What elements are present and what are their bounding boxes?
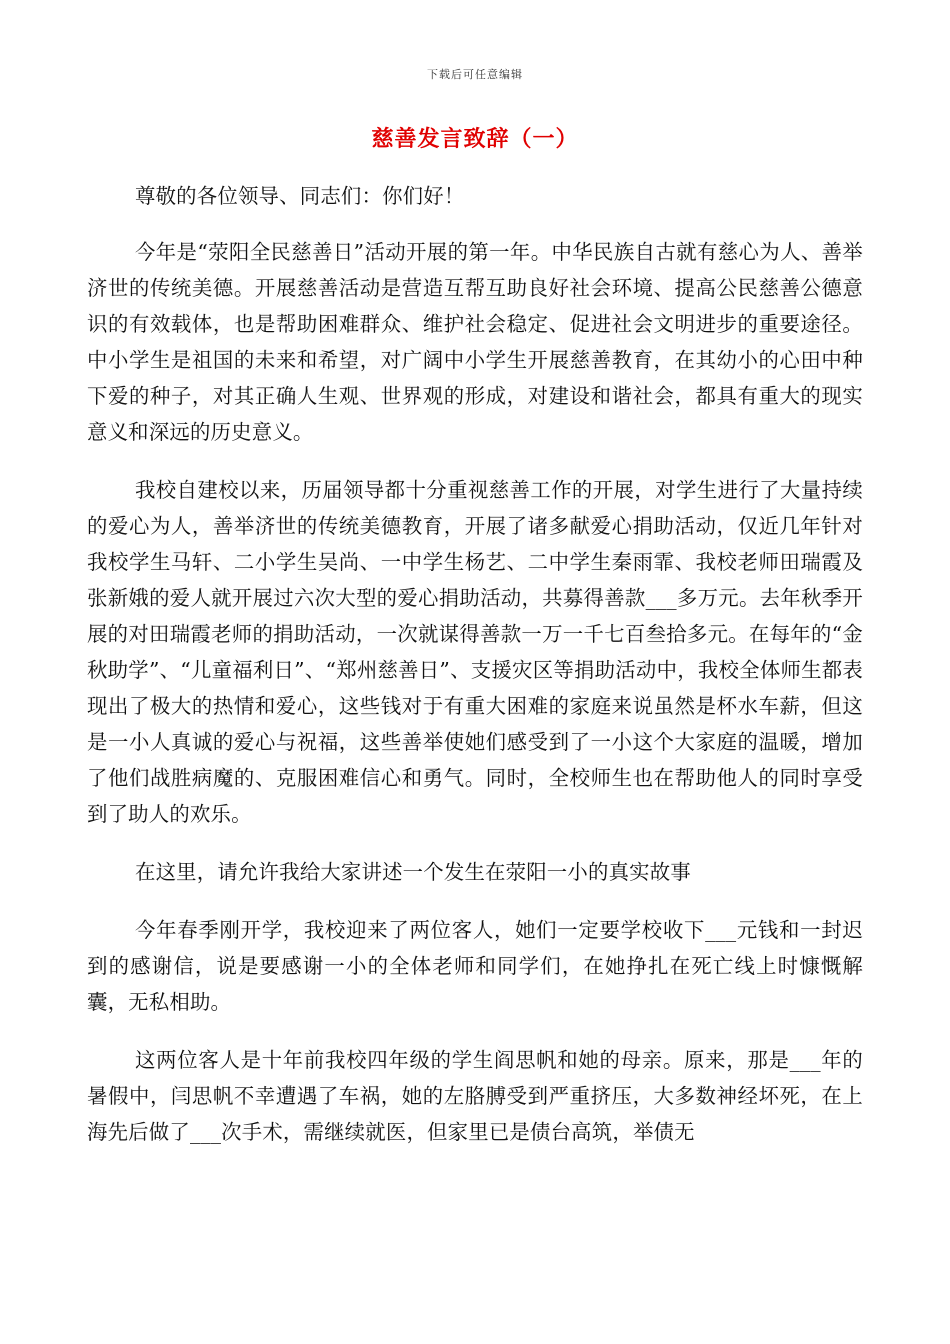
paragraph-school-history: 我校自建校以来，历届领导都十分重视慈善工作的开展，对学生进行了大量持续的爱心为人，善举济世的传统美德教育，开展了诸多献爱心捐助活动，仅近几年针对我校学生马轩、二小学生吴尚、一中学生杨艺、二中学生秦雨霏、我校老师田瑞霞及张新娥的爱人就开展过六次大型的爱心捐助活动，共募得善款___多万元。去年秋季开展的对田瑞霞老师的捐助活动，一次就谋得善款一万一千七百叁拾多元。在每年的“金秋助学”、“儿童福利日”、“郑州慈善日”、支援灾区等捐助活动中，我校全体师生都表现出了极大的热情和爱心，这些钱对于有重大困难的家庭来说虽然是杯水车薪，但这是一小人真诚的爱心与祝福，这些善举使她们感受到了一小这个大家庭的温暖，增加了他们战胜病魔的、克服困难信心和勇气。同时，全校师生也在帮助他人的同时享受到了助人的欢乐。: [87, 478, 863, 826]
document-title: 慈善发言致辞（一）: [371, 126, 579, 152]
paragraph-intro: 今年是“荥阳全民慈善日”活动开展的第一年。中华民族自古就有慈心为人、善举济世的传统美德。开展慈善活动是营造互帮互助良好社会环境、提高公民慈善公德意识的有效载体，也是帮助困难群众、维护社会稳定、促进社会文明进步的重要途径。中小学生是祖国的未来和希望，对广阔中小学生开展慈善教育，在其幼小的心田中种下爱的种子，对其正确人生观、世界观的形成，对建设和谐社会，都具有重大的现实意义和深远的历史意义。: [87, 240, 863, 444]
paragraph-visitors: 今年春季刚开学，我校迎来了两位客人，她们一定要学校收下___元钱和一封迟到的感谢信，说是要感谢一小的全体老师和同学们，在她挣扎在死亡线上时慷慨解囊，无私相助。: [87, 918, 863, 1014]
paragraph-story-intro: 在这里，请允许我给大家讲述一个发生在荥阳一小的真实故事: [135, 860, 691, 884]
document-body: [87, 178, 863, 1172]
header-note: 下载后可任意编辑: [427, 68, 523, 81]
paragraph-student-story: 这两位客人是十年前我校四年级的学生阎思帆和她的母亲。原来，那是___年的暑假中，闫思帆不幸遭遇了车祸，她的左胳膊受到严重挤压，大多数神经坏死，在上海先后做了___次手术，需继续就医，但家里已是债台高筑，举债无: [87, 1048, 863, 1144]
paragraph-greeting: 尊敬的各位领导、同志们：你们好！: [135, 184, 465, 208]
